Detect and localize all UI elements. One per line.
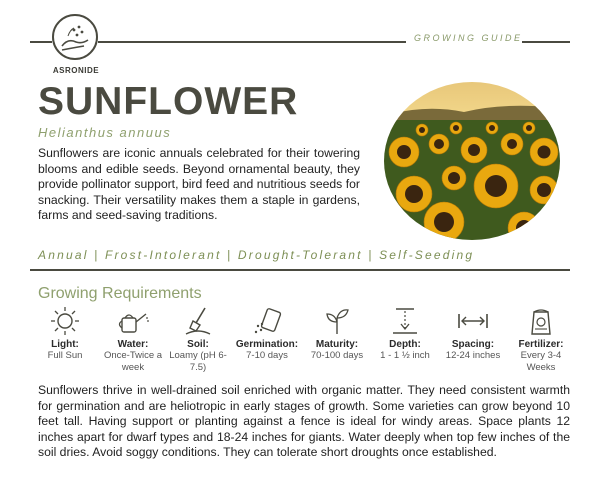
requirement-water	[98, 306, 168, 374]
requirement-value: Every 3-4 Weeks	[520, 350, 562, 373]
spacing-icon	[456, 306, 490, 336]
brand-logo	[52, 14, 98, 60]
requirement-value: 1 - 1 ½ inch	[380, 350, 430, 361]
requirement-label: Germination:	[235, 339, 299, 350]
requirement-value: 70-100 days	[310, 350, 364, 361]
page-title: SUNFLOWER	[38, 80, 299, 123]
requirement-label: Depth:	[389, 339, 421, 350]
shovel-icon	[183, 306, 213, 336]
requirement-label: Light:	[51, 339, 79, 350]
guide-label: GROWING GUIDE	[414, 33, 523, 43]
sprout-icon	[322, 306, 352, 336]
requirement-value: Loamy (pH 6-7.5)	[169, 350, 227, 373]
requirement-value: Once-Twice a week	[103, 350, 163, 373]
latin-name: Helianthus annuus	[38, 125, 172, 140]
requirement-soil	[163, 306, 233, 374]
requirement-spacing	[438, 306, 508, 362]
fertilizer-bag-icon	[526, 306, 556, 336]
intro-paragraph: Sunflowers are iconic annuals celebrated for their towering blooms and edible seeds. Beyond ornamental beauty, they provide pollinator support, bird feed and nutritious seeds for snacking. Their versatility makes them a staple in gardens, farms and seed-saving traditions.	[38, 146, 360, 222]
requirements-heading: Growing Requirements	[38, 285, 202, 302]
requirement-value: 12-24 inches	[445, 350, 501, 361]
growing-details-paragraph: Sunflowers thrive in well-drained soil enriched with organic matter. They need consistent warmth for germination and are heliotropic in early stages of growth. Some varieties can grow beyond 10 feet tall. Having support or planting against a fence is ideal for windy areas. Space plants 12 inches apart for dwarf types and 18-24 inches for giants. Water deeply when top few inches of the soil dries. Avoid soggy conditions. They can tolerate short droughts once established.	[38, 383, 570, 459]
requirement-label: Soil:	[187, 339, 209, 350]
header-rule-left	[30, 41, 52, 43]
requirement-label: Fertilizer:	[518, 339, 564, 350]
sunflower-field-photo	[384, 82, 560, 240]
requirement-value: 7-10 days	[246, 350, 288, 361]
requirement-label: Maturity:	[315, 339, 359, 350]
requirement-label: Spacing:	[451, 339, 495, 350]
requirement-light	[30, 306, 100, 362]
watering-can-icon	[116, 306, 150, 336]
requirement-maturity	[302, 306, 372, 362]
header-rule-right	[522, 41, 570, 43]
hand-seeds-icon	[54, 16, 96, 58]
requirement-germination	[232, 306, 302, 362]
requirement-value: Full Sun	[47, 350, 83, 361]
seed-packet-icon	[252, 306, 282, 336]
requirement-depth	[370, 306, 440, 362]
depth-icon	[390, 306, 420, 336]
requirement-fertilizer	[506, 306, 576, 374]
brand-name: ASRONIDE	[52, 66, 100, 75]
sun-icon	[50, 306, 80, 336]
requirement-label: Water:	[117, 339, 149, 350]
traits-line: Annual | Frost-Intolerant | Drought-Tolerant | Self-Seeding	[38, 248, 475, 262]
section-rule	[30, 269, 570, 271]
header-rule-middle	[98, 41, 406, 43]
